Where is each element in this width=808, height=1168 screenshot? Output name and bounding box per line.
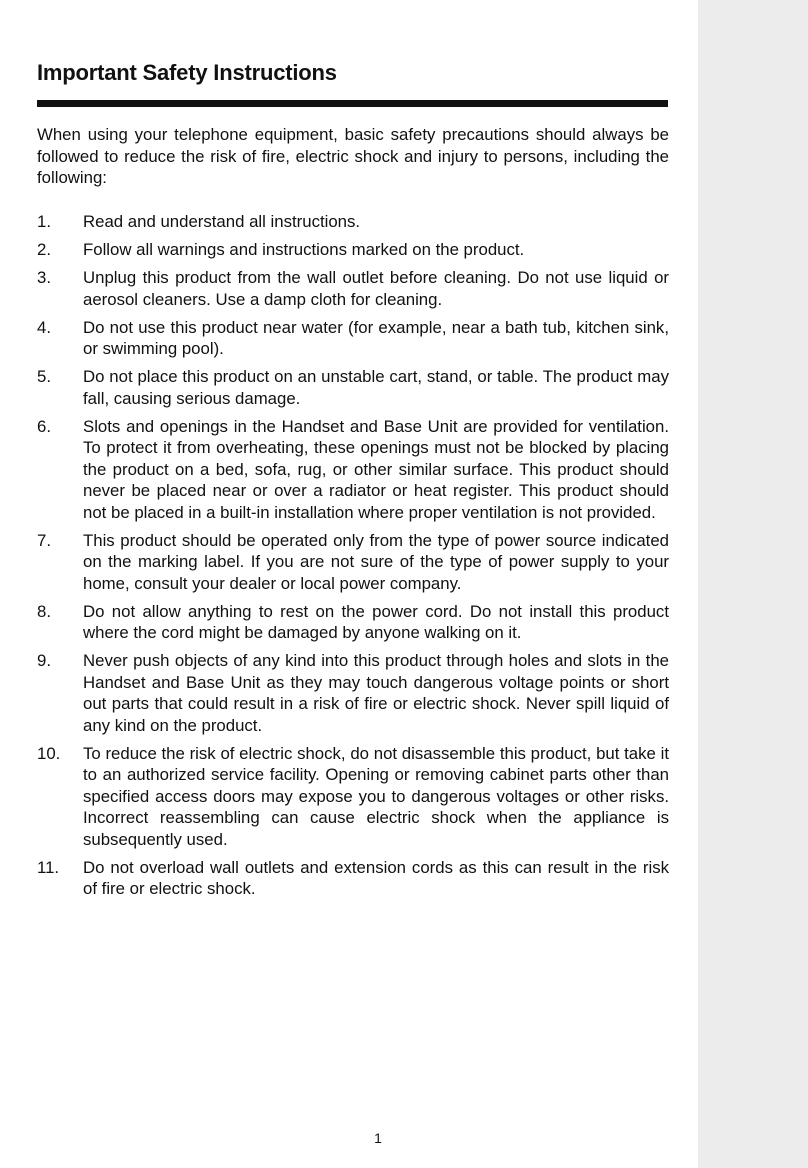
item-text: To reduce the risk of electric shock, do not disassemble this product, but take it to an authorized service facility. Opening or removing cabinet parts other than specified access doors may expose you to dangerous voltages or other risks. Incorrect reassembling can cause electric shock when the appliance is subsequently used. bbox=[83, 743, 669, 849]
item-number: 3. bbox=[37, 268, 51, 287]
item-number: 6. bbox=[37, 416, 51, 436]
item-number: 4. bbox=[37, 317, 51, 337]
safety-instructions-list bbox=[37, 211, 669, 906]
intro-paragraph: When using your telephone equipment, basic safety precautions should always be followed to reduce the risk of fire, electric shock and injury to persons, including the following: bbox=[37, 125, 669, 187]
item-text: Do not allow anything to rest on the power cord. Do not install this product where the cord might be damaged by anyone walking on it. bbox=[83, 601, 669, 642]
list-item bbox=[37, 416, 669, 524]
item-number: 11. bbox=[37, 857, 60, 877]
list-item bbox=[37, 366, 669, 409]
item-number: 10. bbox=[37, 743, 61, 763]
item-text: Follow all warnings and instructions marked on the product. bbox=[83, 240, 525, 259]
title-rule bbox=[37, 100, 668, 107]
item-text: Never push objects of any kind into this product through holes and slots in the Handset and Base Unit as they may touch dangerous voltage points or short out parts that could result in a risk of fire or electric shock. Never spill liquid of any kind on the product. bbox=[83, 651, 669, 735]
list-item bbox=[37, 650, 669, 736]
page-number: 1 bbox=[374, 1130, 382, 1146]
list-item bbox=[37, 601, 669, 644]
item-number: 2. bbox=[37, 240, 51, 259]
item-number: 5. bbox=[37, 367, 51, 386]
item-text: Slots and openings in the Handset and Base Unit are provided for ventilation. To protect it from overheating, these openings must not be blocked by placing the product on a bed, sofa, rug, or other similar surface. This product should never be placed near or over a radiator or heat register. This product should not be placed in a built-in installation where proper ventilation is not provided. bbox=[83, 416, 669, 522]
list-item bbox=[37, 857, 669, 900]
item-text: Do not use this product near water (for example, near a bath tub, kitchen sink, or swimming pool). bbox=[83, 317, 669, 358]
item-number: 7. bbox=[37, 530, 51, 550]
list-item bbox=[37, 239, 669, 261]
list-item bbox=[37, 530, 669, 595]
side-margin-strip bbox=[698, 0, 808, 1168]
list-item bbox=[37, 743, 669, 851]
item-text: Do not place this product on an unstable cart, stand, or table. The product may fall, causing serious damage. bbox=[83, 367, 669, 408]
item-text: Unplug this product from the wall outlet before cleaning. Do not use liquid or aerosol cleaners. Use a damp cloth for cleaning. bbox=[83, 268, 669, 309]
list-item bbox=[37, 317, 669, 360]
item-text: This product should be operated only from the type of power source indicated on the marking label. If you are not sure of the type of power supply to your home, consult your dealer or local power company. bbox=[83, 530, 669, 593]
item-number: 8. bbox=[37, 601, 51, 621]
item-text: Read and understand all instructions. bbox=[83, 212, 361, 231]
item-text: Do not overload wall outlets and extension cords as this can result in the risk of fire or electric shock. bbox=[83, 857, 669, 898]
item-number: 9. bbox=[37, 651, 51, 670]
item-number: 1. bbox=[37, 212, 51, 231]
list-item bbox=[37, 267, 669, 310]
page-title: Important Safety Instructions bbox=[37, 60, 337, 85]
list-item bbox=[37, 211, 669, 233]
